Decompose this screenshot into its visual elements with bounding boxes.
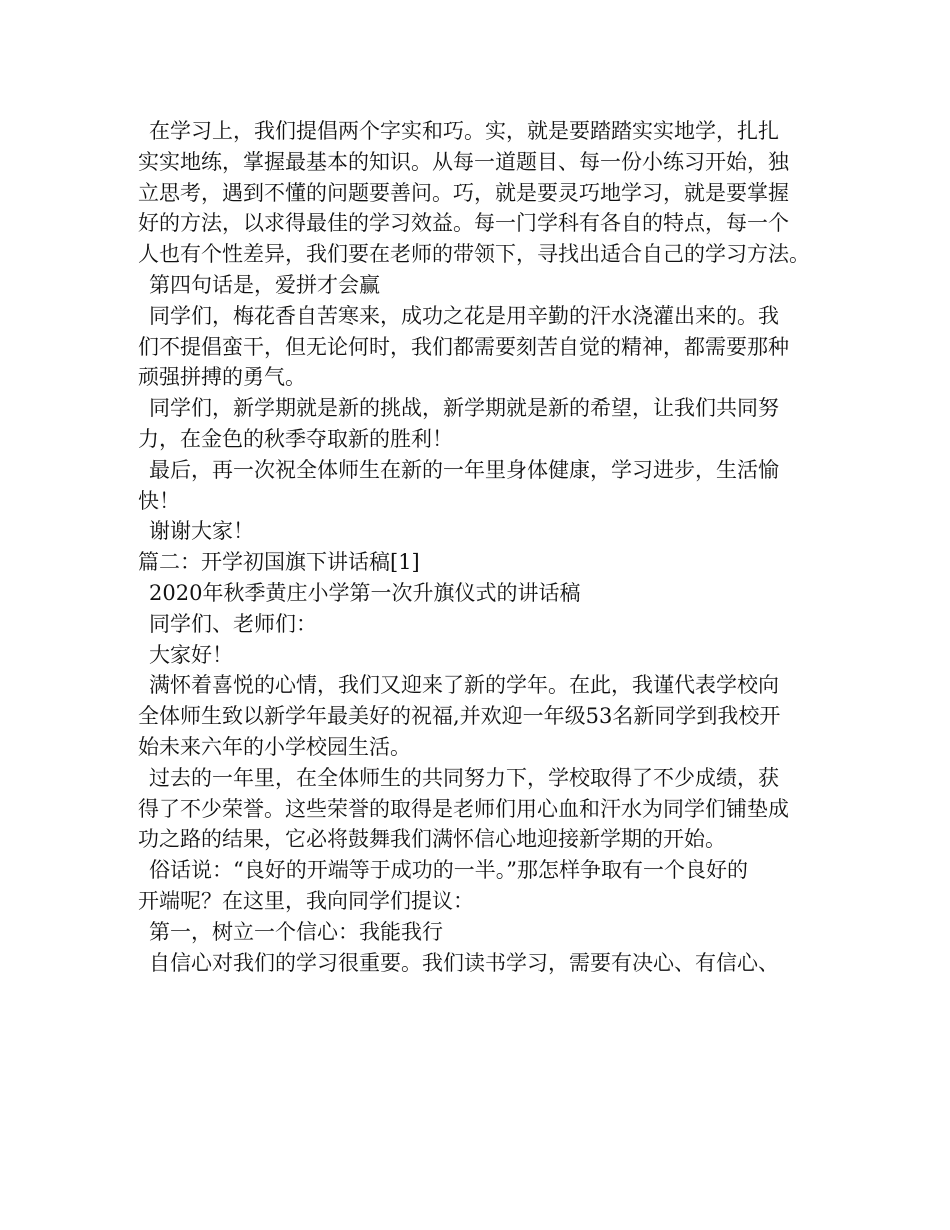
paragraph-line: 们不提倡蛮干，但无论何时，我们都需要刻苦自觉的精神，都需要那种 — [138, 334, 789, 359]
paragraph-line: 得了不少荣誉。这些荣誉的取得是老师们用心血和汗水为同学们铺垫成 — [138, 796, 789, 821]
paragraph-line: 同学们，新学期就是新的挑战，新学期就是新的希望，让我们共同努 — [149, 396, 779, 421]
paragraph-line: 好的方法，以求得最佳的学习效益。每一门学科有各自的特点，每一个 — [138, 211, 789, 236]
speech-title: 2020年秋季黄庄小学第一次升旗仪式的讲话稿 — [149, 580, 581, 605]
section-heading: 第四句话是，爱拼才会赢 — [149, 272, 380, 297]
paragraph-line: 全体师生致以新学年最美好的祝福,并欢迎一年级53名新同学到我校开 — [138, 704, 781, 729]
paragraph-line: 自信心对我们的学习很重要。我们读书学习，需要有决心、有信心、 — [149, 950, 779, 975]
paragraph-line: 最后，再一次祝全体师生在新的一年里身体健康，学习进步，生活愉 — [149, 457, 779, 482]
paragraph-line: 顽强拼搏的勇气。 — [138, 365, 306, 390]
paragraph-line: 功之路的结果，它必将鼓舞我们满怀信心地迎接新学期的开始。 — [138, 827, 726, 852]
paragraph-line: 开端呢？在这里，我向同学们提议： — [138, 888, 474, 913]
paragraph-line: 过去的一年里，在全体师生的共同努力下，学校取得了不少成绩，获 — [149, 765, 779, 790]
paragraph-line: 立思考，遇到不懂的问题要善问。巧，就是要灵巧地学习，就是要掌握 — [138, 180, 789, 205]
document-body — [138, 116, 838, 978]
paragraph-line: 力，在金色的秋季夺取新的胜利！ — [138, 426, 453, 451]
chapter-title: 篇二：开学初国旗下讲话稿[1] — [138, 550, 420, 575]
paragraph-line: 快！ — [138, 488, 180, 513]
paragraph-line: 实实地练，掌握最基本的知识。从每一道题目、每一份小练习开始，独 — [138, 149, 789, 174]
closing-line: 谢谢大家！ — [149, 519, 254, 544]
paragraph-line: 在学习上，我们提倡两个字实和巧。实，就是要踏踏实实地学，扎扎 — [149, 119, 779, 143]
greeting: 大家好！ — [149, 642, 233, 667]
paragraph-line: 同学们，梅花香自苦寒来，成功之花是用辛勤的汗水浇灌出来的。我 — [149, 303, 779, 328]
paragraph-line: 俗话说：“良好的开端等于成功的一半。”那怎样争取有一个良好的 — [149, 858, 748, 883]
salutation: 同学们、老师们： — [149, 611, 317, 636]
paragraph-line: 人也有个性差异，我们要在老师的带领下，寻找出适合自己的学习方法。 — [138, 242, 810, 267]
paragraph-line: 始未来六年的小学校园生活。 — [138, 734, 411, 759]
section-heading: 第一，树立一个信心：我能我行 — [149, 919, 443, 944]
paragraph-line: 满怀着喜悦的心情，我们又迎来了新的学年。在此，我谨代表学校向 — [149, 673, 779, 698]
